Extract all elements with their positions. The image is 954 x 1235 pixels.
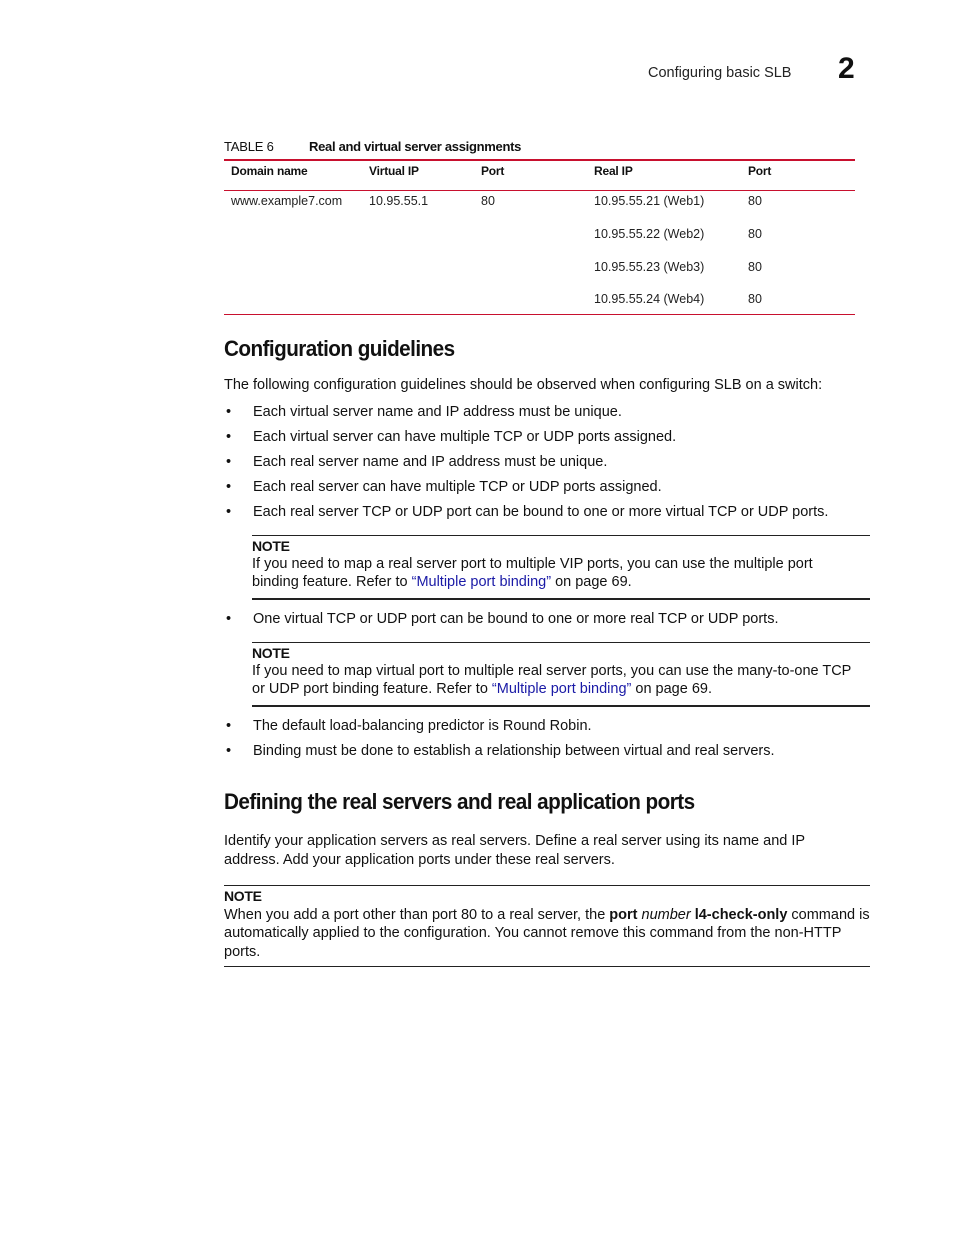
command-keyword: l4-check-only [694,907,788,923]
cell-real-ip: 10.95.55.23 (Web3) [594,260,705,274]
bullet-mark: • [226,479,232,495]
note-bottom-rule [224,966,870,967]
cell-real-port: 80 [748,227,762,241]
cell-real-ip: 10.95.55.22 (Web2) [594,227,705,241]
note-top-rule [224,885,870,886]
note-text-segment: or UDP port binding feature. Refer to [252,681,492,697]
section-heading-defining: Defining the real servers and real application ports [224,789,695,814]
list-item: Each real server TCP or UDP port can be bound to one or more virtual TCP or UDP ports. [253,504,829,520]
bullet-mark: • [226,743,232,759]
table-title: Real and virtual server assignments [309,139,522,154]
list-item: Each virtual server name and IP address must be unique. [253,404,622,420]
list-item: Each real server name and IP address must be unique. [253,454,608,470]
note-text-segment: command is [787,907,870,923]
cell-real-port: 80 [748,260,762,274]
cell-real-port: 80 [748,194,762,208]
col-header-real-ip: Real IP [594,164,633,178]
note-text-segment: on page 69. [631,681,712,697]
note-label: NOTE [252,645,290,661]
cell-virtual-ip: 10.95.55.1 [369,194,429,208]
bullet-mark: • [226,454,232,470]
command-argument: number [641,907,691,923]
note-text-line2: automatically applied to the configuration. You cannot remove this command from the non-HTTP [224,925,842,941]
bullet-mark: • [226,611,232,627]
note-text-line2 [252,680,712,698]
note-text-line1 [224,906,870,924]
bullet-mark: • [226,429,232,445]
note-text-line2 [252,573,632,591]
list-item: The default load-balancing predictor is Round Robin. [253,718,592,734]
note-text: If you need to map a real server port to multiple VIP ports, you can use the multiple port [252,556,813,572]
table-top-rule [224,159,855,161]
table-label: TABLE 6 [224,139,274,154]
note-bottom-rule [252,705,870,707]
list-item: Binding must be done to establish a relationship between virtual and real servers. [253,743,775,759]
multiple-port-binding-link[interactable]: “Multiple port binding” [411,574,552,590]
note-label: NOTE [252,538,290,554]
note-top-rule [252,535,870,536]
defining-paragraph-line2: address. Add your application ports under these real servers. [224,852,615,868]
cell-real-ip: 10.95.55.24 (Web4) [594,292,705,306]
note-text-line3: ports. [224,944,261,960]
defining-paragraph: Identify your application servers as real servers. Define a real server using its name and IP [224,833,806,849]
note-text-segment: binding feature. Refer to [252,574,412,590]
list-item: One virtual TCP or UDP port can be bound to one or more real TCP or UDP ports. [253,611,779,627]
table-bottom-rule [224,314,855,315]
list-item: Each real server can have multiple TCP or UDP ports assigned. [253,479,662,495]
col-header-real-port: Port [748,164,772,178]
cell-domain: www.example7.com [231,194,343,208]
note-bottom-rule [252,598,870,600]
cell-real-ip: 10.95.55.21 (Web1) [594,194,705,208]
note-label: NOTE [224,888,262,904]
table-header-rule [224,190,855,191]
note-text: If you need to map virtual port to multiple real server ports, you can use the many-to-one TCP [252,663,852,679]
cell-real-port: 80 [748,292,762,306]
multiple-port-binding-link[interactable]: “Multiple port binding” [491,681,632,697]
col-header-domain: Domain name [231,164,308,178]
bullet-mark: • [226,504,232,520]
col-header-port: Port [481,164,505,178]
chapter-number: 2 [838,52,855,85]
guidelines-intro: The following configuration guidelines should be observed when configuring SLB on a switch: [224,377,823,393]
section-heading-guidelines: Configuration guidelines [224,336,455,361]
list-item: Each virtual server can have multiple TCP or UDP ports assigned. [253,429,677,445]
cell-vport: 80 [481,194,495,208]
bullet-mark: • [226,718,232,734]
note-text-segment: When you add a port other than port 80 to a real server, the [224,907,610,923]
bullet-mark: • [226,404,232,420]
running-header: Configuring basic SLB [648,65,792,81]
command-keyword: port [609,907,638,923]
note-text-segment: on page 69. [551,574,632,590]
note-top-rule [252,642,870,643]
col-header-virtual-ip: Virtual IP [369,164,419,178]
